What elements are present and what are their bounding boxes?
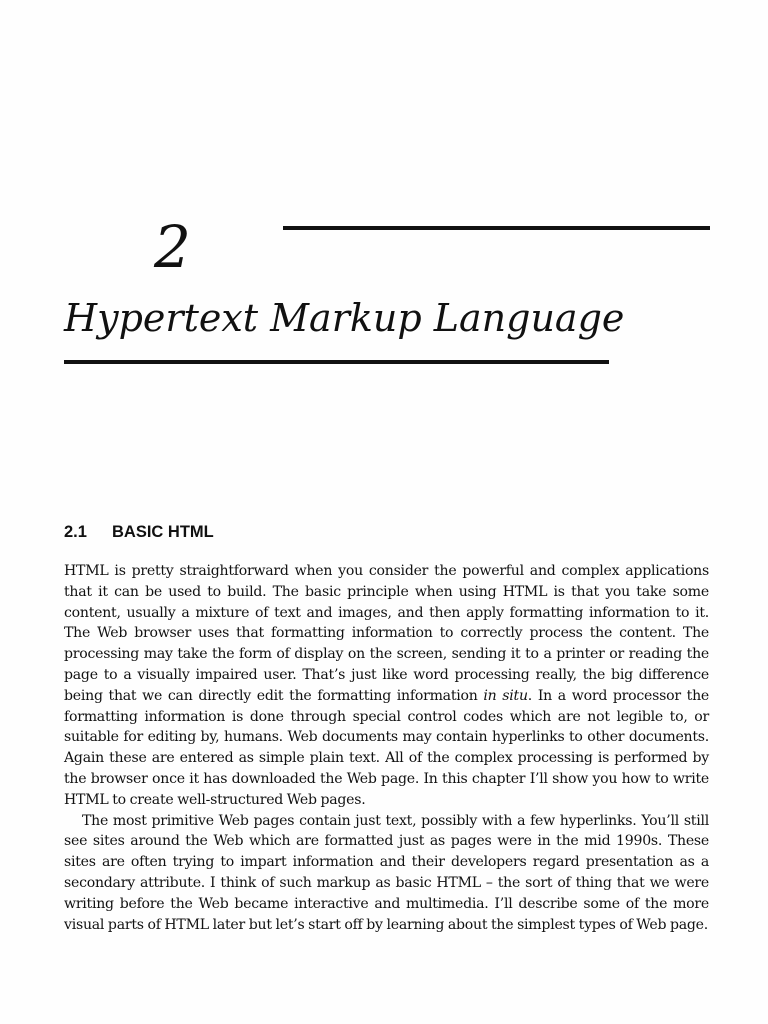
chapter-rule-bottom xyxy=(64,360,609,364)
paragraph: The most primitive Web pages contain just text, possibly with a few hyperlinks. You’ll still see sites around the Web which are formatted just as pages were in the mid 1990s. These sites are often trying to impart information and their developers regard presentation as a secondary attribute. I think of such markup as basic HTML – the sort of thing that we were writing before the Web became interactive and multimedia. I’ll describe some of the more visual parts of HTML later but let’s start off by learning about the simplest types of Web page. xyxy=(64,812,709,933)
chapter-title: Hypertext Markup Language xyxy=(64,296,625,340)
section-number: 2.1 xyxy=(64,523,87,541)
body-text xyxy=(64,561,709,935)
paragraph-text: HTML is pretty straightforward when you consider the powerful and complex applications that it can be used to build. The basic principle when using HTML is that you take some content, usually a mixture of text and images, and then apply formatting information to it. The Web browser uses that formatting information to correctly process the content. The processing may take the form of display on the screen, sending it to a printer or reading the page to a visually impaired user. That’s just like word processing really, the big difference being that we can directly edit the formatting information xyxy=(64,563,709,704)
chapter-number: 2 xyxy=(154,213,191,281)
emphasis-text: in situ xyxy=(483,687,528,704)
section-heading xyxy=(64,520,214,544)
chapter-rule-top xyxy=(283,226,710,230)
paragraph xyxy=(64,561,709,811)
paragraph-text: . In a word processor the formatting information is done through special control codes which are not legible to, or suitable for editing by, humans. Web documents may contain hyperlinks to other documents. Again these are entered as simple plain text. All of the complex processing is performed by the browser once it has downloaded the Web page. In this chapter I’ll show you how to write HTML to create well-structured Web pages. xyxy=(64,687,709,808)
section-title: BASIC HTML xyxy=(112,523,214,541)
